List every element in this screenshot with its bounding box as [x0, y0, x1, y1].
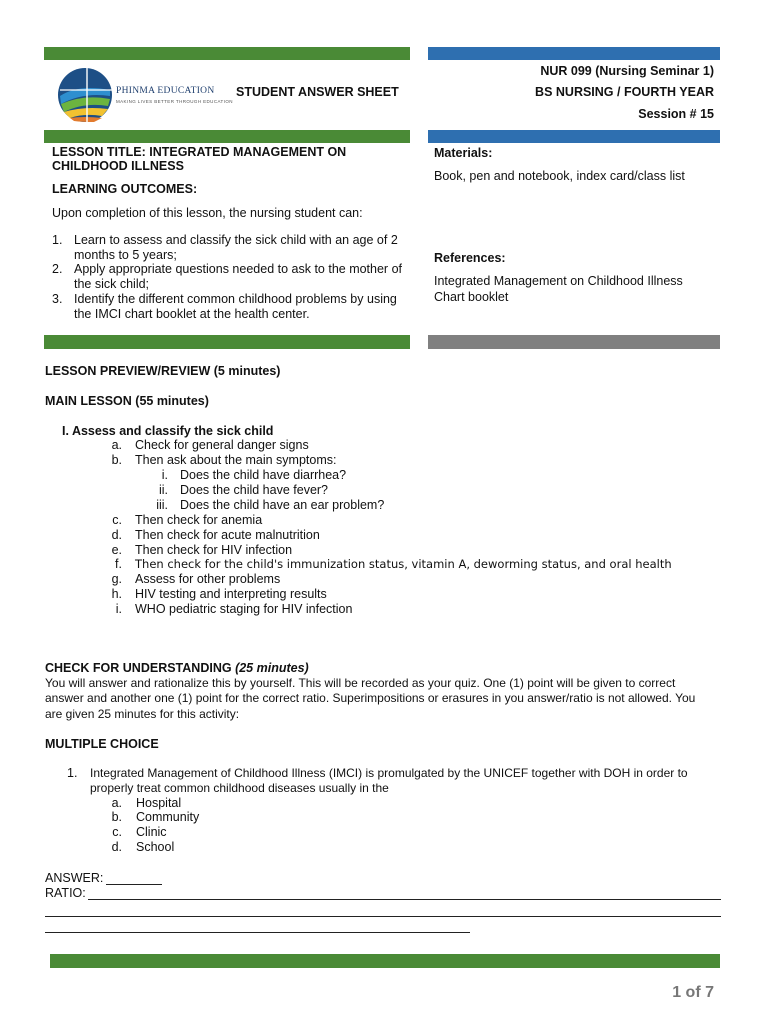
- list-marker: i.: [161, 468, 168, 482]
- outcome-number: 2.: [52, 262, 63, 276]
- understanding-instructions: You will answer and rationalize this by yourself. This will be recorded as your quiz. One (1) point will be given to correct: [45, 676, 676, 690]
- outcome-number: 1.: [52, 233, 63, 247]
- list-item: Does the child have diarrhea?: [180, 468, 347, 482]
- list-item: Does the child have fever?: [180, 483, 329, 497]
- list-item: Then ask about the main symptoms:: [135, 453, 337, 467]
- understanding-time: (25 minutes): [235, 661, 309, 675]
- outcome-text-cont: months to 5 years;: [74, 248, 177, 262]
- phinma-logo-icon: [58, 66, 114, 124]
- main-lesson-heading: MAIN LESSON (55 minutes): [45, 394, 209, 408]
- materials-text: Book, pen and notebook, index card/class list: [434, 169, 685, 183]
- choice-marker: d.: [111, 840, 122, 854]
- section-bar-left: [44, 335, 410, 349]
- answer-blank[interactable]: [106, 884, 162, 885]
- outcomes-intro: Upon completion of this lesson, the nursing student can:: [52, 206, 363, 220]
- question-text-cont: properly treat common childhood diseases usually in the: [90, 781, 389, 795]
- list-item: Does the child have an ear problem?: [180, 498, 385, 512]
- choice-marker: c.: [112, 825, 122, 839]
- list-item: HIV testing and interpreting results: [135, 587, 327, 601]
- question-number: 1.: [67, 766, 78, 780]
- page-number: 1 of 7: [672, 984, 714, 1001]
- list-marker: h.: [111, 587, 122, 601]
- list-marker: e.: [111, 543, 122, 557]
- references-heading: References:: [434, 251, 506, 265]
- outcome-text: Apply appropriate questions needed to ask to the mother of: [74, 262, 402, 276]
- ratio-label: RATIO:: [45, 886, 86, 900]
- list-marker: c.: [112, 513, 122, 527]
- footer-bar: [50, 954, 720, 968]
- list-marker: i.: [115, 602, 122, 616]
- multiple-choice-heading: MULTIPLE CHOICE: [45, 737, 159, 751]
- outcome-number: 3.: [52, 292, 63, 306]
- list-item: Then check for HIV infection: [135, 543, 293, 557]
- logo: [58, 66, 233, 124]
- understanding-instructions-cont: answer and another one (1) point for the correct ratio. Superimpositions or erasures in you answer/ratio is not allowed. You: [45, 691, 696, 705]
- outcomes-heading: LEARNING OUTCOMES:: [52, 182, 198, 196]
- list-marker: f.: [115, 557, 122, 571]
- session-number: Session # 15: [638, 107, 714, 121]
- list-marker: a.: [111, 438, 122, 452]
- ratio-blank-line[interactable]: [45, 916, 721, 917]
- section-bar-right: [428, 335, 720, 349]
- outcome-text: Learn to assess and classify the sick child with an age of 2: [74, 233, 398, 247]
- lesson-preview-heading: LESSON PREVIEW/REVIEW (5 minutes): [45, 364, 281, 378]
- list-marker: d.: [111, 528, 122, 542]
- list-item: Then check for acute malnutrition: [135, 528, 320, 542]
- understanding-heading: [45, 661, 309, 675]
- materials-heading: Materials:: [434, 146, 493, 160]
- list-item: Then check for anemia: [135, 513, 263, 527]
- choice-option[interactable]: School: [136, 840, 175, 854]
- choice-marker: b.: [111, 810, 122, 824]
- lesson-bar-left: [44, 130, 410, 143]
- course-code: NUR 099 (Nursing Seminar 1): [540, 64, 714, 78]
- list-marker: g.: [111, 572, 122, 586]
- ratio-blank-line[interactable]: [45, 932, 470, 933]
- list-item: Check for general danger signs: [135, 438, 309, 452]
- understanding-instructions-end: are given 25 minutes for this activity:: [45, 707, 240, 721]
- choice-option[interactable]: Community: [136, 810, 200, 824]
- references-text: Integrated Management on Childhood Illness: [434, 274, 683, 288]
- program-year: BS NURSING / FOURTH YEAR: [535, 85, 714, 99]
- lesson-bar-right: [428, 130, 720, 143]
- sheet-title: STUDENT ANSWER SHEET: [236, 85, 399, 99]
- question-text: Integrated Management of Childhood Illness (IMCI) is promulgated by the UNICEF together with DOH in order to: [90, 766, 688, 780]
- answer-label: ANSWER:: [45, 871, 104, 885]
- header-bar-left: [44, 47, 410, 60]
- outcome-text-cont: the sick child;: [74, 277, 150, 291]
- references-text-cont: Chart booklet: [434, 290, 509, 304]
- outcome-text: Identify the different common childhood problems by using: [74, 292, 397, 306]
- logo-name: PHINMA EDUCATION: [116, 86, 215, 96]
- section-heading: I. Assess and classify the sick child: [62, 424, 274, 438]
- choice-option[interactable]: Clinic: [136, 825, 167, 839]
- lesson-title: LESSON TITLE: INTEGRATED MANAGEMENT ON: [52, 145, 347, 159]
- logo-tagline: MAKING LIVES BETTER THROUGH EDUCATION: [116, 99, 233, 104]
- list-marker: iii.: [156, 498, 168, 512]
- ratio-blank-line[interactable]: [88, 899, 721, 900]
- choice-marker: a.: [111, 796, 122, 810]
- understanding-title: CHECK FOR UNDERSTANDING: [45, 661, 232, 675]
- outcome-text-cont: the IMCI chart booklet at the health center.: [74, 307, 310, 321]
- list-marker: ii.: [158, 483, 168, 497]
- list-marker: b.: [111, 453, 122, 467]
- header-bar-right: [428, 47, 720, 60]
- choice-option[interactable]: Hospital: [136, 796, 182, 810]
- list-item: Then check for the child's immunization status, vitamin A, deworming status, and oral health: [135, 557, 672, 571]
- lesson-title-cont: CHILDHOOD ILLNESS: [52, 159, 184, 173]
- list-item: Assess for other problems: [135, 572, 281, 586]
- list-item: WHO pediatric staging for HIV infection: [135, 602, 353, 616]
